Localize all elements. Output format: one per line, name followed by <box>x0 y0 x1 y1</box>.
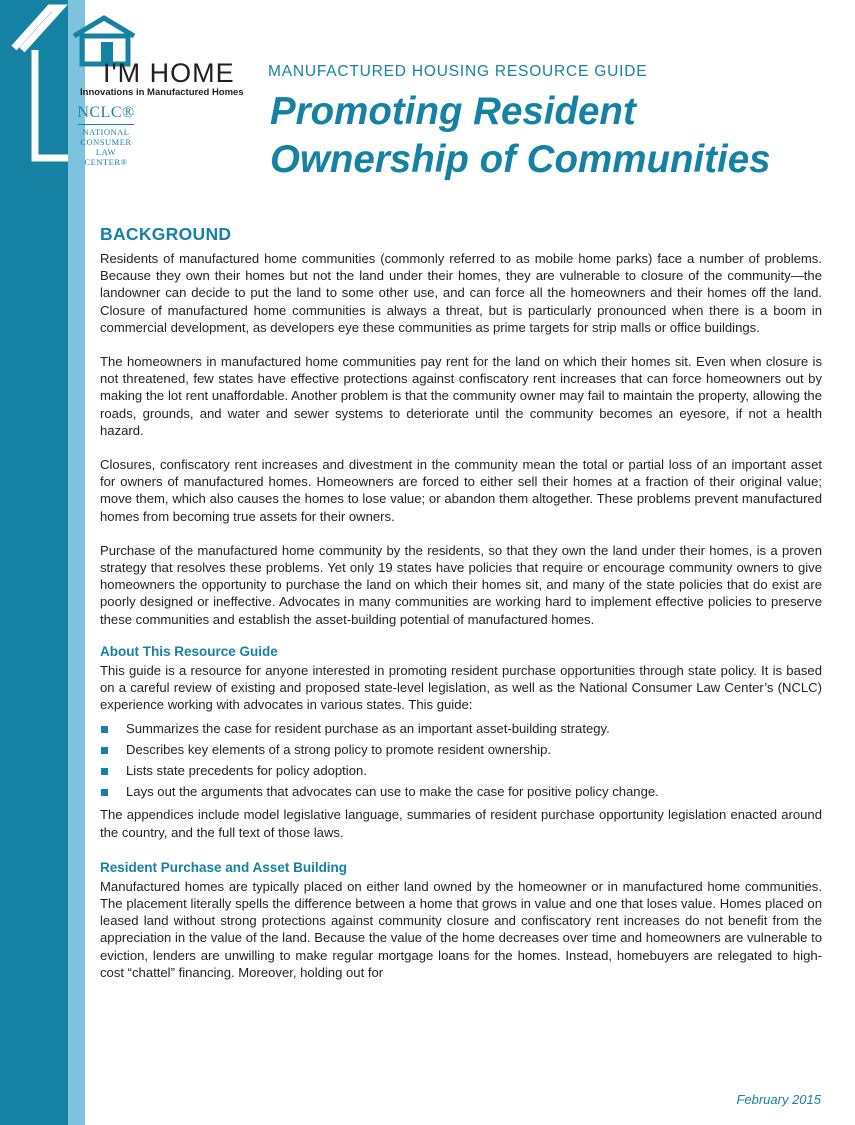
list-item <box>100 721 822 737</box>
background-paragraph-2: The homeowners in manufactured home communities pay rent for the land on which their homes sit. Even when closure is not threatened, few states have effective protections against confiscatory rent increases that can force homeowners out by making the lot rent unaffordable. Another problem is that the community owner may fail to maintain the property, allowing the roads, grounds, and water and sewer systems to deteriorate until the community becomes an eyesore, if not a health hazard. <box>100 354 822 438</box>
list-item-text: Describes key elements of a strong policy to promote resident ownership. <box>126 742 552 758</box>
about-outro: The appendices include model legislative language, summaries of resident purchase opportunity legislation enacted around the country, and the full text of those laws. <box>100 807 822 840</box>
list-item <box>100 742 822 758</box>
publication-date: February 2015 <box>736 1092 821 1107</box>
resident-purchase-heading: Resident Purchase and Asset Building <box>100 859 348 875</box>
background-paragraph-3: Closures, confiscatory rent increases and divestment in the community mean the total or partial loss of an important asset for owners of manufactured homes. Homeowners are forced to either sell their homes at a fraction of their original value; move them, which also causes the homes to lose value; or abandon them altogether. These problems prevent manufactured homes from becoming true assets for their owners. <box>100 457 822 524</box>
list-item <box>100 763 822 779</box>
title-line-2: Ownership of Communities <box>270 138 771 181</box>
about-heading: About This Resource Guide <box>100 643 278 659</box>
bullet-square-icon <box>101 768 108 775</box>
about-bullet-list <box>100 721 822 800</box>
background-paragraph-4: Purchase of the manufactured home community by the residents, so that they own the land under their homes, is a proven strategy that resolves these problems. Yet only 19 states have policies that require or encourage community owners to give homeowners the opportunity to purchase the land on which their homes sit, and many of the state policies that do exist are poorly designed or ineffective. Advocates in many communities are working hard to implement effective policies to preserve these communities and establish the asset-building potential of manufactured homes. <box>100 542 822 627</box>
nclc-divider <box>78 124 134 125</box>
list-item-text: Lays out the arguments that advocates can use to make the case for positive policy change. <box>126 784 659 800</box>
resident-purchase-paragraph: Manufactured homes are typically placed on either land owned by the homeowner or in manufactured home communities. The placement literally spells the difference between a home that grows in value and one that loses value. Homes placed on leased land without strong protections against community closure and confiscatory rent increases do not benefit from the appreciation in the value of the land. Because the value of the home decreases over time and homeowners are vulnerable to eviction, lenders are unwilling to make regular mortgage loans for the homes. Instead, homebuyers are relegated to high-cost “chattel” financing. Moreover, holding out for <box>100 878 822 980</box>
nclc-name-line: CENTER® <box>84 157 128 167</box>
logo-tagline: Innovations in Manufactured Homes <box>80 87 244 98</box>
bullet-square-icon <box>101 747 108 754</box>
nclc-name-line: LAW <box>95 147 117 157</box>
list-item-text: Lists state precedents for policy adoption. <box>126 763 367 779</box>
page-title <box>270 88 840 184</box>
document-body <box>100 223 822 981</box>
nclc-name-line: CONSUMER <box>80 137 132 147</box>
nclc-name-line: NATIONAL <box>82 127 130 137</box>
nclc-logo <box>74 104 138 167</box>
bullet-square-icon <box>101 726 108 733</box>
about-intro: This guide is a resource for anyone interested in promoting resident purchase opportunities through state policy. It is based on a careful review of existing and proposed state-level legislation, as well as the National Consumer Law Center’s (NCLC) experience working with advocates in various states. This guide: <box>100 662 822 713</box>
list-item <box>100 784 822 800</box>
bullet-square-icon <box>101 789 108 796</box>
title-line-1: Promoting Resident <box>270 90 636 133</box>
background-heading: BACKGROUND <box>100 224 232 244</box>
logo-wordmark: I'M HOME <box>103 58 235 88</box>
background-paragraph-1: Residents of manufactured home communities (commonly referred to as mobile home parks) face a number of problems. Because they own their homes but not the land under their homes, they are vulnerable to closure of the community—the landowner can decide to put the land to some other use, and can force all the homeowners and their homes off the land. Closure of manufactured home communities is always a threat, but is particularly pronounced when there is a boom in commercial development, as developers eye these communities as prime targets for strip malls or office buildings. <box>100 251 822 335</box>
guide-series-label: MANUFACTURED HOUSING RESOURCE GUIDE <box>268 63 648 80</box>
nclc-mark: NCLC® <box>77 104 135 121</box>
list-item-text: Summarizes the case for resident purchase as an important asset-building strategy. <box>126 721 610 737</box>
